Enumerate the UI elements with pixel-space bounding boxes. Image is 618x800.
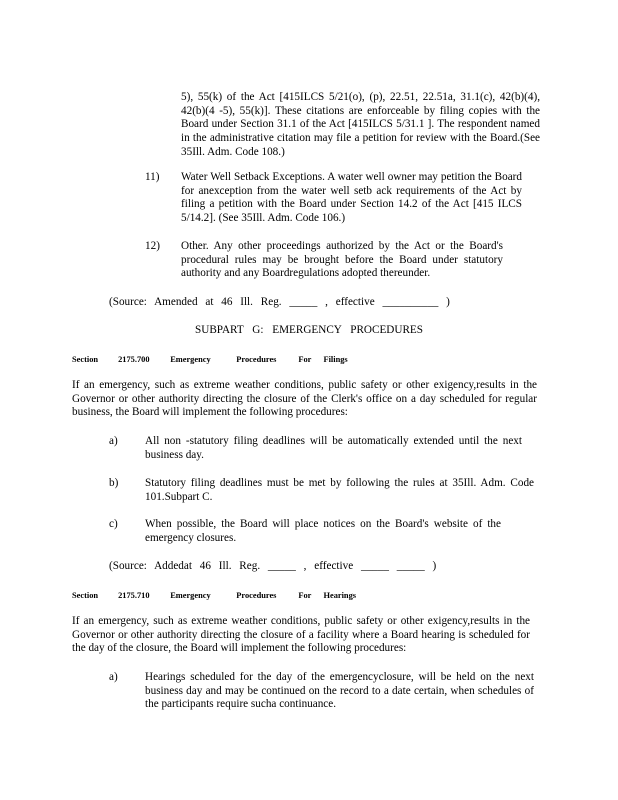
section-word: Section	[72, 355, 99, 364]
section-title-word: Procedures	[236, 355, 277, 364]
item-11-water-well-setback: Water Well Setback Exceptions. A water well owner may petition the Board for anexception from the water well setb ack requirements of the Act by filing a petition with the Board under Section 14.2 of the Act [415 ILCS 5/14.2]. (See 35Ill. Adm. Code 106.)	[181, 171, 522, 225]
section-number: 2175.710	[118, 591, 150, 600]
item-12-other-proceedings: Other. Any other proceedings authorized by the Act or the Board's procedural rules may be brought before the Board under statutory authority and any Boardregulations adopted thereunder.	[181, 240, 503, 280]
section-2175-700-heading	[72, 353, 348, 367]
section-2175-710-item-a: Hearings scheduled for the day of the emergencyclosure, will be held on the next business day and may be continued on the record to a date certain, when schedules of the participants require sucha continuance.	[145, 671, 534, 711]
section-2175-700-intro: If an emergency, such as extreme weather conditions, public safety or other exigency,results in the Governor or other authority directing the closure of the Clerk's office on a day scheduled for regular business, the Board will implement the following procedures:	[72, 379, 537, 419]
section-2175-710-heading	[72, 589, 356, 603]
item-number-b: b)	[109, 477, 119, 489]
item-number-11: 11)	[145, 171, 160, 183]
section-2175-700-item-a: All non -statutory filing deadlines will be automatically extended until the next business day.	[145, 435, 522, 461]
item-number-a: a)	[109, 435, 118, 447]
item-number-a: a)	[109, 671, 118, 683]
section-title-word: Procedures	[236, 591, 277, 600]
subpart-heading: SUBPART G: EMERGENCY PROCEDURES	[195, 324, 423, 336]
section-number: 2175.700	[118, 355, 150, 364]
section-2175-700-item-c: When possible, the Board will place notices on the Board's website of the emergency closures.	[145, 518, 501, 544]
section-word: Section	[72, 591, 99, 600]
section-title-word: Filings	[323, 355, 348, 364]
source-note-amended: (Source: Amended at 46 Ill. Reg. _____ , effective __________ )	[109, 296, 450, 308]
continuation-paragraph: 5), 55(k) of the Act [415ILCS 5/21(o), (p), 22.51, 22.51a, 31.1(c), 42(b)(4), 42(b)(4 -5), 55(k)]. These citations are enforceable by filing copies with the Board under Section 31.1 of the Act [415ILCS 5/31.1 ]. The respondent named in the administrative citation may file a petition for review with the Board.(See 35Ill. Adm. Code 108.)	[181, 91, 540, 158]
item-number-12: 12)	[145, 240, 160, 252]
section-2175-700-item-b: Statutory filing deadlines must be met by following the rules at 35Ill. Adm. Code 101.Subpart C.	[145, 477, 534, 503]
section-title-word: Hearings	[323, 591, 357, 600]
section-title-word: For	[298, 591, 312, 600]
item-number-c: c)	[109, 518, 118, 530]
source-note-added: (Source: Addedat 46 Ill. Reg. _____ , effective _____ _____ )	[109, 560, 437, 572]
section-title-word: For	[298, 355, 312, 364]
section-2175-710-intro: If an emergency, such as extreme weather conditions, public safety or other exigency,results in the Governor or other authority directing the closure of a facility where a Board hearing is scheduled for the day of the closure, the Board will implement the following procedures:	[72, 615, 530, 655]
section-title-word: Emergency	[170, 591, 211, 600]
section-title-word: Emergency	[170, 355, 211, 364]
